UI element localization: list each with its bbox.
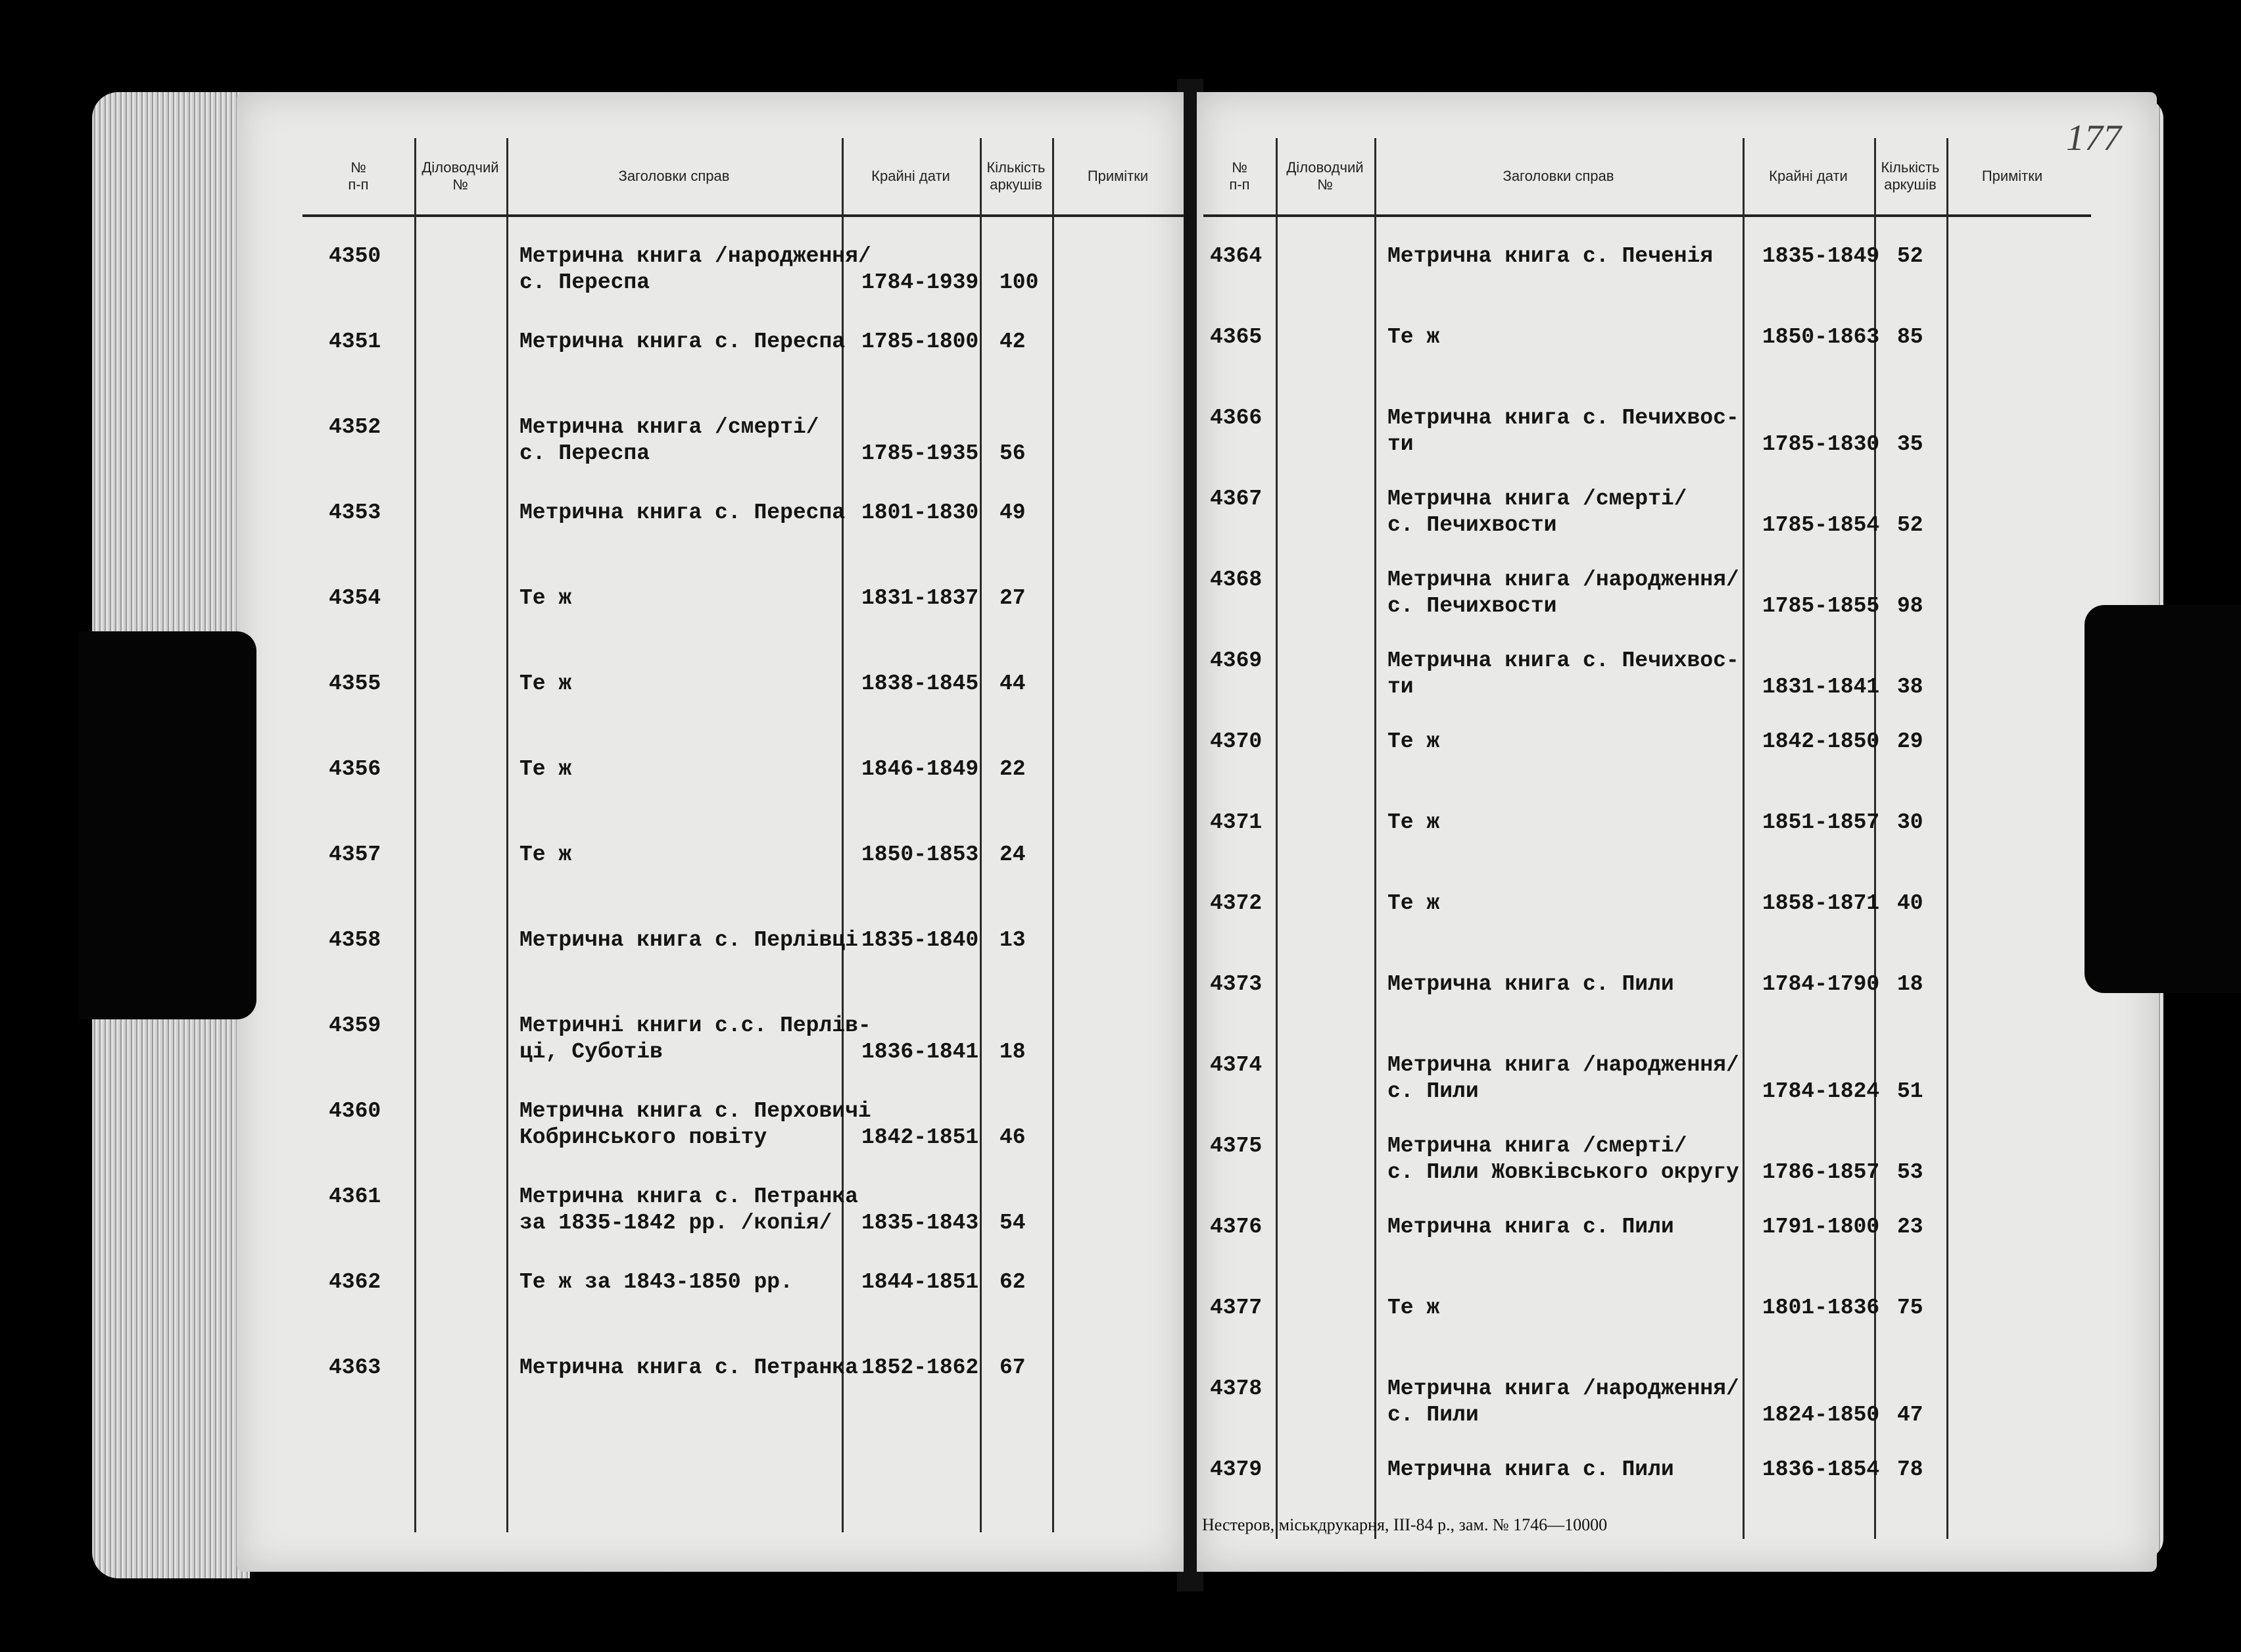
row-dates: 1846-1849 <box>861 757 979 781</box>
row-dates: 1784-1939 <box>861 270 979 295</box>
column-divider <box>1276 138 1278 1539</box>
row-dates: 1785-1830 <box>1762 432 1880 456</box>
header-title: Заголовки справ <box>618 168 730 184</box>
row-dates: 1784-1824 <box>1762 1079 1880 1104</box>
row-number: 4371 <box>1210 810 1263 835</box>
row-title: Метрична книга /народження/ с. Пили <box>1387 1053 1739 1104</box>
row-title: Те ж за 1843-1850 рр. <box>519 1270 793 1294</box>
header-dates: Крайні дати <box>871 168 950 184</box>
row-dates: 1851-1857 <box>1762 810 1880 835</box>
row-sheet-count: 49 <box>1000 500 1026 525</box>
row-title: Метрична книга /смерті/ с. Пили Жовківського округу <box>1387 1134 1739 1184</box>
row-number: 4357 <box>329 842 381 867</box>
row-sheet-count: 29 <box>1897 729 1923 754</box>
row-number: 4351 <box>329 329 381 354</box>
row-sheet-count: 27 <box>1000 586 1026 610</box>
row-sheet-count: 38 <box>1897 675 1923 699</box>
header-clerk: Діловодчий № <box>422 159 499 193</box>
row-number: 4375 <box>1210 1134 1263 1158</box>
row-title: Метрична книга с. Пили <box>1387 1457 1674 1482</box>
row-sheet-count: 100 <box>1000 270 1039 295</box>
row-sheet-count: 24 <box>1000 842 1026 867</box>
row-sheet-count: 13 <box>1000 928 1026 952</box>
row-number: 4353 <box>329 500 381 525</box>
row-sheet-count: 53 <box>1897 1160 1923 1184</box>
row-dates: 1842-1850 <box>1762 729 1880 754</box>
row-number: 4379 <box>1210 1457 1263 1482</box>
row-number: 4370 <box>1210 729 1263 754</box>
row-dates: 1785-1935 <box>861 441 979 466</box>
row-sheet-count: 51 <box>1897 1079 1923 1104</box>
row-number: 4362 <box>329 1270 381 1294</box>
left-page <box>237 92 1184 1572</box>
printer-imprint: Нестеров, міськдрукарня, ІІІ-84 р., зам. № 1746—10000 <box>1202 1515 1608 1534</box>
row-sheet-count: 47 <box>1897 1403 1923 1427</box>
row-dates: 1835-1849 <box>1762 244 1880 268</box>
left-table-header <box>302 138 1184 217</box>
row-dates: 1850-1863 <box>1762 325 1880 349</box>
row-number: 4360 <box>329 1099 381 1123</box>
row-title: Метрична книга /народження/ с. Печихвости <box>1387 568 1739 618</box>
row-number: 4366 <box>1210 406 1263 430</box>
row-sheet-count: 23 <box>1897 1215 1923 1239</box>
row-sheet-count: 56 <box>1000 441 1026 466</box>
row-title: Метрична книга с. Пили <box>1387 972 1674 996</box>
row-title: Метрична книга с. Перлівці <box>519 928 858 952</box>
row-number: 4367 <box>1210 487 1263 511</box>
row-title: Метрична книга с. Печенія <box>1387 244 1714 268</box>
column-divider <box>414 138 416 1532</box>
row-sheet-count: 98 <box>1897 594 1923 618</box>
row-sheet-count: 44 <box>1000 671 1026 696</box>
row-sheet-count: 62 <box>1000 1270 1026 1294</box>
column-divider <box>1374 138 1376 1539</box>
row-title: Те ж <box>1387 810 1440 835</box>
row-title: Метрична книга с. Перховичі Кобринського повіту <box>519 1099 871 1150</box>
row-sheet-count: 30 <box>1897 810 1923 835</box>
row-title: Метрична книга с. Петранка <box>519 1355 858 1380</box>
row-dates: 1858-1871 <box>1762 891 1880 915</box>
row-dates: 1784-1790 <box>1762 972 1880 996</box>
row-title: Те ж <box>1387 1296 1440 1320</box>
folio-number: 177 <box>2066 118 2121 158</box>
row-number: 4358 <box>329 928 381 952</box>
row-title: Метрична книга с. Печихвос- ти <box>1387 648 1739 699</box>
row-number: 4364 <box>1210 244 1263 268</box>
row-dates: 1842-1851 <box>861 1125 979 1150</box>
row-dates: 1850-1853 <box>861 842 979 867</box>
row-title: Метрична книга /народження/ с. Переспа <box>519 244 871 295</box>
left-binding-clip <box>79 631 256 1019</box>
row-title: Метрична книга /смерті/ с. Переспа <box>519 415 819 466</box>
row-dates: 1785-1855 <box>1762 594 1880 618</box>
row-sheet-count: 52 <box>1897 244 1923 268</box>
right-binding-clip <box>2084 605 2241 993</box>
row-title: Метрична книга с. Переспа <box>519 329 846 354</box>
row-sheet-count: 52 <box>1897 513 1923 537</box>
row-dates: 1838-1845 <box>861 671 979 696</box>
row-title: Метрична книга с. Петранка за 1835-1842 рр. /копія/ <box>519 1184 858 1235</box>
header-num: № п-п <box>348 159 369 193</box>
row-sheet-count: 35 <box>1897 432 1923 456</box>
row-title: Те ж <box>1387 729 1440 754</box>
row-number: 4376 <box>1210 1215 1263 1239</box>
header-count: Кількість аркушів <box>986 159 1046 193</box>
row-dates: 1791-1800 <box>1762 1215 1880 1239</box>
header-dates: Крайні дати <box>1769 168 1848 184</box>
row-number: 4369 <box>1210 648 1263 673</box>
row-sheet-count: 22 <box>1000 757 1026 781</box>
header-num: № п-п <box>1229 159 1250 193</box>
row-dates: 1835-1843 <box>861 1211 979 1235</box>
row-dates: 1785-1854 <box>1762 513 1880 537</box>
column-divider <box>1743 138 1745 1539</box>
row-number: 4368 <box>1210 568 1263 592</box>
row-dates: 1785-1800 <box>861 329 979 354</box>
row-number: 4365 <box>1210 325 1263 349</box>
row-dates: 1852-1862 <box>861 1355 979 1380</box>
header-notes: Примітки <box>1981 168 2043 184</box>
right-page <box>1197 92 2157 1572</box>
column-divider <box>1052 138 1054 1532</box>
row-number: 4363 <box>329 1355 381 1380</box>
row-title: Метрична книга /смерті/ с. Печихвости <box>1387 487 1687 537</box>
row-number: 4350 <box>329 244 381 268</box>
column-divider <box>506 138 508 1532</box>
right-table-header <box>1203 138 2091 217</box>
row-dates: 1836-1841 <box>861 1040 979 1064</box>
row-dates: 1801-1836 <box>1762 1296 1880 1320</box>
row-sheet-count: 18 <box>1000 1040 1026 1064</box>
header-notes: Примітки <box>1087 168 1149 184</box>
row-number: 4361 <box>329 1184 381 1209</box>
row-title: Те ж <box>519 757 572 781</box>
row-sheet-count: 18 <box>1897 972 1923 996</box>
row-sheet-count: 78 <box>1897 1457 1923 1482</box>
row-sheet-count: 85 <box>1897 325 1923 349</box>
row-title: Метрична книга с. Печихвос- ти <box>1387 406 1739 456</box>
row-sheet-count: 40 <box>1897 891 1923 915</box>
row-number: 4354 <box>329 586 381 610</box>
row-number: 4359 <box>329 1013 381 1038</box>
header-clerk: Діловодчий № <box>1286 159 1364 193</box>
row-number: 4373 <box>1210 972 1263 996</box>
column-divider <box>980 138 982 1532</box>
row-dates: 1831-1841 <box>1762 675 1880 699</box>
row-number: 4378 <box>1210 1376 1263 1401</box>
row-sheet-count: 75 <box>1897 1296 1923 1320</box>
row-title: Те ж <box>519 586 572 610</box>
row-sheet-count: 67 <box>1000 1355 1026 1380</box>
row-number: 4355 <box>329 671 381 696</box>
row-number: 4377 <box>1210 1296 1263 1320</box>
row-dates: 1831-1837 <box>861 586 979 610</box>
row-title: Метричні книги с.с. Перлів- ці, Суботів <box>519 1013 871 1064</box>
row-sheet-count: 42 <box>1000 329 1026 354</box>
row-dates: 1824-1850 <box>1762 1403 1880 1427</box>
header-title: Заголовки справ <box>1503 168 1614 184</box>
row-title: Метрична книга /народження/ с. Пили <box>1387 1376 1739 1427</box>
row-title: Те ж <box>519 842 572 867</box>
row-title: Те ж <box>1387 891 1440 915</box>
row-title: Те ж <box>519 671 572 696</box>
header-count: Кількість аркушів <box>1881 159 1940 193</box>
row-title: Метрична книга с. Переспа <box>519 500 846 525</box>
row-number: 4352 <box>329 415 381 439</box>
row-sheet-count: 46 <box>1000 1125 1026 1150</box>
row-sheet-count: 54 <box>1000 1211 1026 1235</box>
row-number: 4356 <box>329 757 381 781</box>
row-dates: 1801-1830 <box>861 500 979 525</box>
column-divider <box>1946 138 1948 1539</box>
row-title: Те ж <box>1387 325 1440 349</box>
row-dates: 1835-1840 <box>861 928 979 952</box>
row-number: 4372 <box>1210 891 1263 915</box>
row-dates: 1836-1854 <box>1762 1457 1880 1482</box>
row-title: Метрична книга с. Пили <box>1387 1215 1674 1239</box>
row-number: 4374 <box>1210 1053 1263 1077</box>
row-dates: 1786-1857 <box>1762 1160 1880 1184</box>
row-dates: 1844-1851 <box>861 1270 979 1294</box>
